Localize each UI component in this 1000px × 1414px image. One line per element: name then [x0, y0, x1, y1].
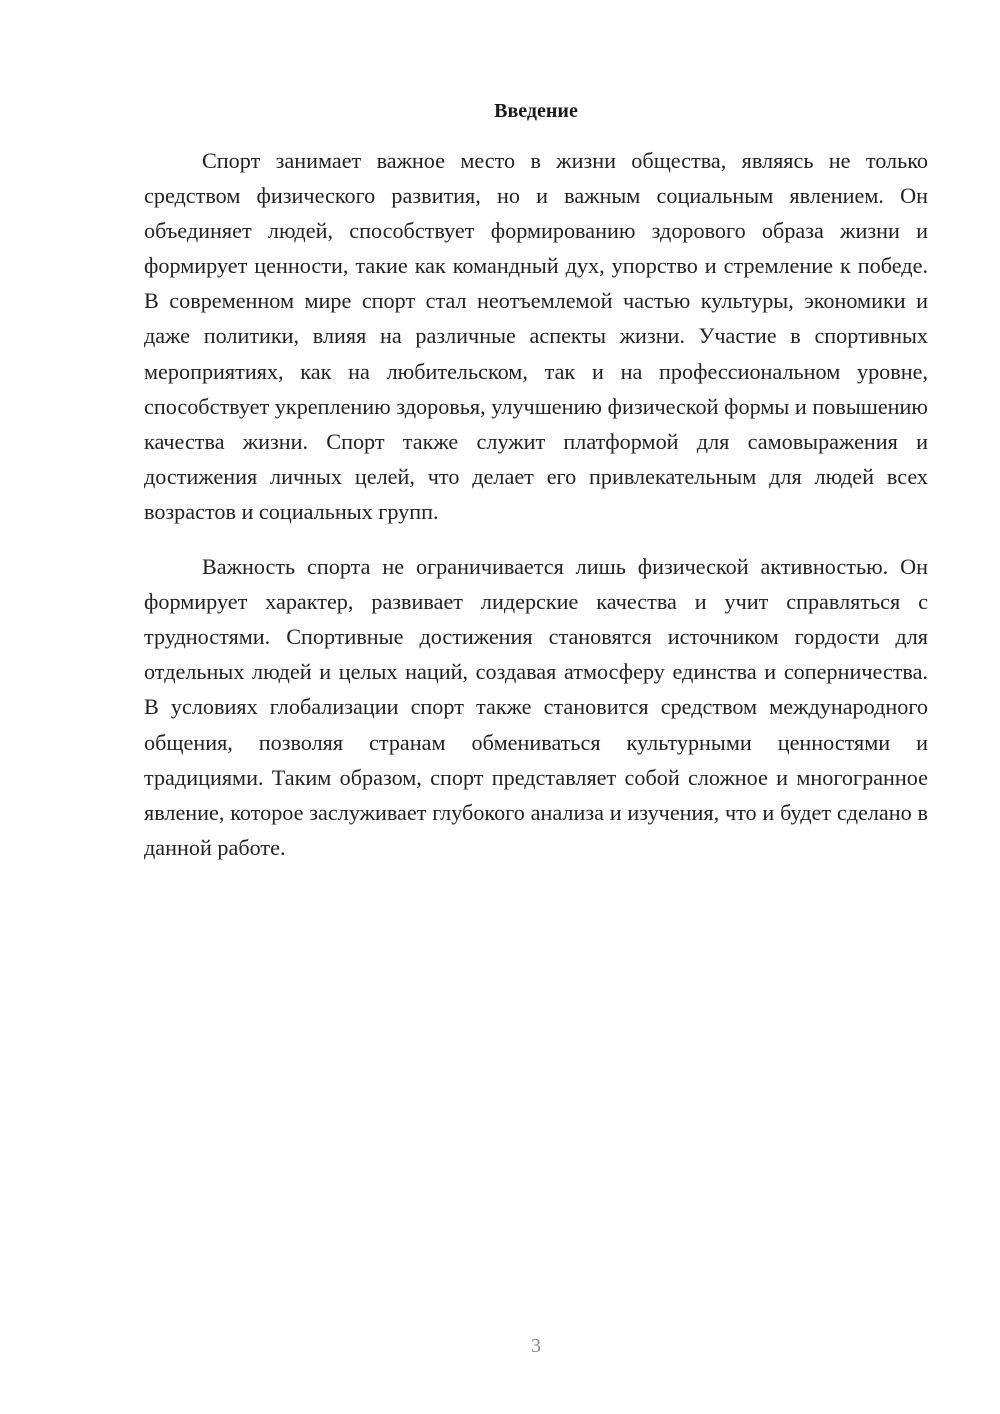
section-heading: Введение: [494, 100, 578, 122]
body-text: [144, 143, 928, 865]
page-number: 3: [531, 1335, 541, 1357]
paragraph-2: Важность спорта не ограничивается лишь физической активностью. Он формирует характер, развивает лидерские качества и учит справляться с трудностями. Спортивные достижения становятся источником гордости для отдельных людей и целых наций, создавая атмосферу единства и соперничества. В условиях глобализации спорт также становится средством международного общения, позволяя странам обмениваться культурными ценностями и традициями. Таким образом, спорт представляет собой сложное и многогранное явление, которое заслуживает глубокого анализа и изучения, что и будет сделано в данной работе.: [144, 554, 928, 860]
paragraph-1: Спорт занимает важное место в жизни общества, являясь не только средством физического развития, но и важным социальным явлением. Он объединяет людей, способствует формированию здорового образа жизни и формирует ценности, такие как командный дух, упорство и стремление к победе. В современном мире спорт стал неотъемлемой частью культуры, экономики и даже политики, влияя на различные аспекты жизни. Участие в спортивных мероприятиях, как на любительском, так и на профессиональном уровне, способствует укреплению здоровья, улучшению физической формы и повышению качества жизни. Спорт также служит платформой для самовыражения и достижения личных целей, что делает его привлекательным для людей всех возрастов и социальных групп.: [144, 148, 928, 524]
